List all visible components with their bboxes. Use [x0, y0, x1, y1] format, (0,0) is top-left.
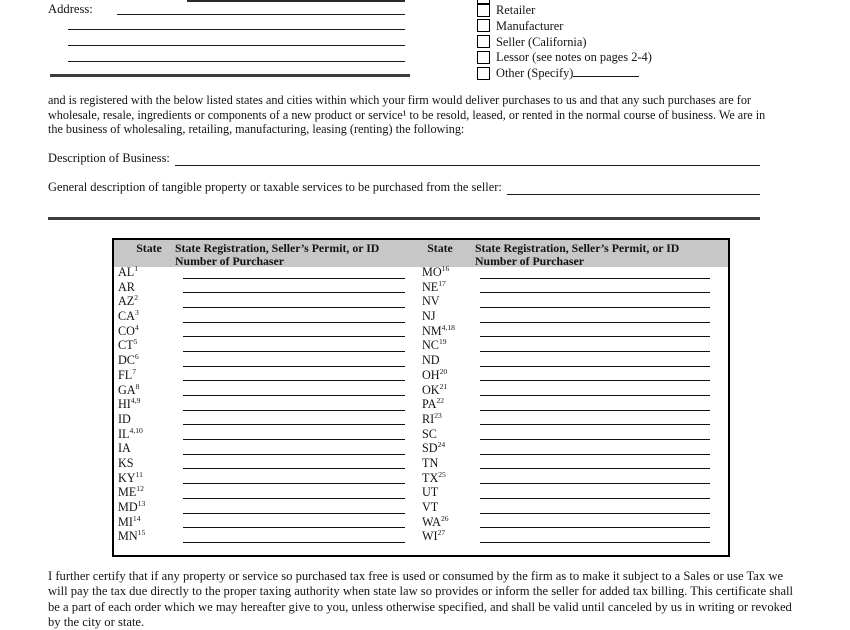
address-line-3[interactable] — [68, 33, 405, 46]
header-registration-left: State Registration, Seller’s Permit, or ID Number of Purchaser — [175, 241, 380, 268]
state-code: NE$^{17}$ — [422, 278, 446, 294]
certify-paragraph-line: be a part of each order which we may hereafter give to you, unless otherwise specified, and shall be valid until canceled by us in writing or revoked — [48, 599, 792, 614]
certify-paragraph-line: I further certify that if any property or service so purchased tax free is used or consumed by the firm as to make it subject to a Sales or use Tax we — [48, 569, 784, 583]
registration-number-field[interactable] — [183, 454, 405, 455]
address-line-2[interactable] — [68, 17, 405, 30]
state-code: MO$^{16}$ — [422, 263, 450, 279]
state-registration-table — [112, 238, 730, 557]
registration-number-field[interactable] — [480, 454, 710, 455]
checkbox-seller-california[interactable] — [477, 35, 490, 48]
state-code: TX$^{25}$ — [422, 469, 446, 485]
registration-number-field[interactable] — [183, 439, 405, 440]
state-code: RI$^{23}$ — [422, 410, 442, 426]
registration-number-field[interactable] — [183, 278, 405, 279]
general-description-continuation-line[interactable] — [48, 217, 760, 220]
state-code: PA$^{22}$ — [422, 396, 445, 412]
state-code: $FL^7$ — [118, 366, 137, 382]
state-code: NM$^{4,18}$ — [422, 322, 455, 338]
state-code: $DC^6$ — [118, 352, 139, 368]
table-row — [114, 498, 728, 516]
state-code: OK$^{21}$ — [422, 381, 448, 397]
table-row — [114, 295, 728, 310]
state-code: SD$^{24}$ — [422, 440, 446, 456]
table-row — [114, 310, 728, 325]
checkbox-seller-california-label: Seller (California) — [496, 35, 587, 49]
header-state-left: State — [136, 241, 162, 255]
state-code: VT — [422, 500, 439, 514]
state-code: MD$^{13}$ — [118, 498, 146, 514]
intro-paragraph-line: the business of wholesaling, retailing, manufacturing, leasing (renting) the following: — [48, 122, 465, 137]
header-state-right: State — [427, 241, 453, 255]
other-specify-line[interactable] — [573, 66, 639, 77]
registration-number-field[interactable] — [183, 351, 405, 352]
state-code: TN — [422, 455, 439, 470]
registration-number-field[interactable] — [183, 498, 405, 499]
certify-paragraph-line: by the city or state. — [48, 614, 145, 629]
description-of-business-row — [48, 151, 760, 166]
certify-paragraph — [48, 569, 793, 630]
registration-number-field[interactable] — [183, 292, 405, 293]
state-rows — [114, 263, 728, 545]
table-row — [114, 410, 728, 428]
table-row — [114, 513, 728, 531]
other-label-text: Other (Specify) — [496, 66, 574, 80]
state-code: $GA^8$ — [118, 381, 140, 397]
table-row — [114, 442, 728, 457]
state-code: MN$^{15}$ — [118, 528, 146, 544]
table-row — [114, 278, 728, 296]
state-code: WI$^{27}$ — [422, 528, 446, 544]
registration-number-field[interactable] — [480, 380, 710, 381]
table-row — [114, 469, 728, 487]
registration-number-field[interactable] — [183, 410, 405, 411]
registration-number-field[interactable] — [183, 307, 405, 308]
address-line-4[interactable] — [68, 49, 405, 62]
checkbox-other[interactable] — [477, 67, 490, 80]
registration-number-field[interactable] — [183, 424, 405, 425]
table-row — [114, 366, 728, 384]
state-code: KY$^{11}$ — [118, 469, 143, 485]
registration-number-field[interactable] — [480, 278, 710, 279]
checkbox-manufacturer-label: Manufacturer — [496, 19, 564, 33]
registration-number-field[interactable] — [480, 498, 710, 499]
intro-paragraph — [48, 93, 765, 137]
registration-number-field[interactable] — [183, 380, 405, 381]
intro-paragraph-line: wholesale, resale, ingredients or components of a new product or service¹ to be resold, leased, or rented in the normal course of business. We are in — [48, 107, 766, 122]
registration-number-field[interactable] — [183, 527, 405, 528]
state-code: KS — [118, 455, 134, 470]
state-code: $AZ^2$ — [118, 293, 139, 309]
description-of-business-label: Description of Business: — [48, 151, 170, 165]
checkbox-retailer[interactable] — [477, 4, 490, 17]
table-row — [114, 263, 728, 281]
table-header — [114, 240, 728, 267]
table-row — [114, 530, 728, 545]
registration-number-field[interactable] — [480, 483, 710, 484]
state-code: NC$^{19}$ — [422, 337, 447, 353]
table-row — [114, 354, 728, 369]
registration-number-field[interactable] — [183, 322, 405, 323]
registration-number-field[interactable] — [480, 336, 710, 337]
registration-number-field[interactable] — [480, 439, 710, 440]
state-code: ND — [422, 353, 440, 368]
registration-number-field[interactable] — [480, 307, 710, 308]
general-description-row — [48, 180, 760, 195]
state-code: $CT^5$ — [118, 337, 138, 353]
state-code: $CA^3$ — [118, 308, 139, 324]
state-code: HI$^{4,9}$ — [118, 396, 141, 412]
registration-number-field[interactable] — [183, 542, 405, 543]
table-row — [114, 486, 728, 501]
state-code: WA$^{26}$ — [422, 513, 449, 529]
checkbox-lessor[interactable] — [477, 51, 490, 64]
registration-number-field[interactable] — [480, 322, 710, 323]
table-row — [114, 381, 728, 399]
certify-paragraph-line: will pay the tax due directly to the proper taxing authority when state law so provides or inform the seller for added tax billing. This certificate shall — [48, 584, 794, 599]
registration-number-field[interactable] — [480, 468, 710, 469]
general-description-field[interactable] — [507, 182, 760, 195]
state-code: OH$^{20}$ — [422, 366, 448, 382]
address-line-1[interactable] — [117, 2, 405, 15]
registration-number-field[interactable] — [480, 542, 710, 543]
table-row — [114, 339, 728, 354]
registration-number-field[interactable] — [480, 292, 710, 293]
table-row — [114, 425, 728, 443]
state-code: ID — [118, 411, 131, 426]
intro-paragraph-line: and is registered with the below listed states and cities within which your firm would deliver purchases to us and that any such purchases are for — [48, 93, 751, 107]
registration-number-field[interactable] — [183, 483, 405, 484]
state-code: ME$^{12}$ — [118, 484, 144, 500]
state-code: SC — [422, 426, 437, 441]
registration-number-field[interactable] — [480, 527, 710, 528]
state-code: IL$^{4,10}$ — [118, 425, 143, 441]
registration-number-field[interactable] — [480, 351, 710, 352]
address-block-divider — [50, 74, 410, 77]
state-code: $CO^4$ — [118, 322, 139, 338]
table-row — [114, 322, 728, 340]
header-registration-right: State Registration, Seller’s Permit, or ID Number of Purchaser — [475, 241, 680, 268]
state-code: AR — [118, 279, 135, 294]
registration-number-field[interactable] — [480, 424, 710, 425]
state-code: MI$^{14}$ — [118, 513, 141, 529]
state-code: NV — [422, 294, 440, 309]
state-code: NJ — [422, 309, 436, 324]
registration-number-field[interactable] — [480, 513, 710, 514]
registration-number-field[interactable] — [480, 366, 710, 367]
state-code: $AL^1$ — [118, 263, 139, 279]
registration-number-field[interactable] — [183, 366, 405, 367]
state-code: IA — [118, 441, 131, 456]
registration-number-field[interactable] — [183, 513, 405, 514]
checkbox-retailer-label: Retailer — [496, 3, 536, 17]
registration-number-field[interactable] — [480, 395, 710, 396]
description-of-business-field[interactable] — [175, 153, 760, 166]
table-row — [114, 457, 728, 472]
registration-number-field[interactable] — [183, 395, 405, 396]
registration-number-field[interactable] — [480, 410, 710, 411]
registration-number-field[interactable] — [183, 336, 405, 337]
state-code: UT — [422, 485, 439, 500]
checkbox-other-label — [496, 66, 639, 80]
general-description-label: General description of tangible property or taxable services to be purchased from the seller: — [48, 180, 502, 194]
checkbox-manufacturer[interactable] — [477, 19, 490, 32]
address-label: Address: — [48, 2, 93, 16]
registration-number-field[interactable] — [183, 468, 405, 469]
table-row — [114, 398, 728, 413]
checkbox-lessor-label: Lessor (see notes on pages 2-4) — [496, 50, 652, 64]
